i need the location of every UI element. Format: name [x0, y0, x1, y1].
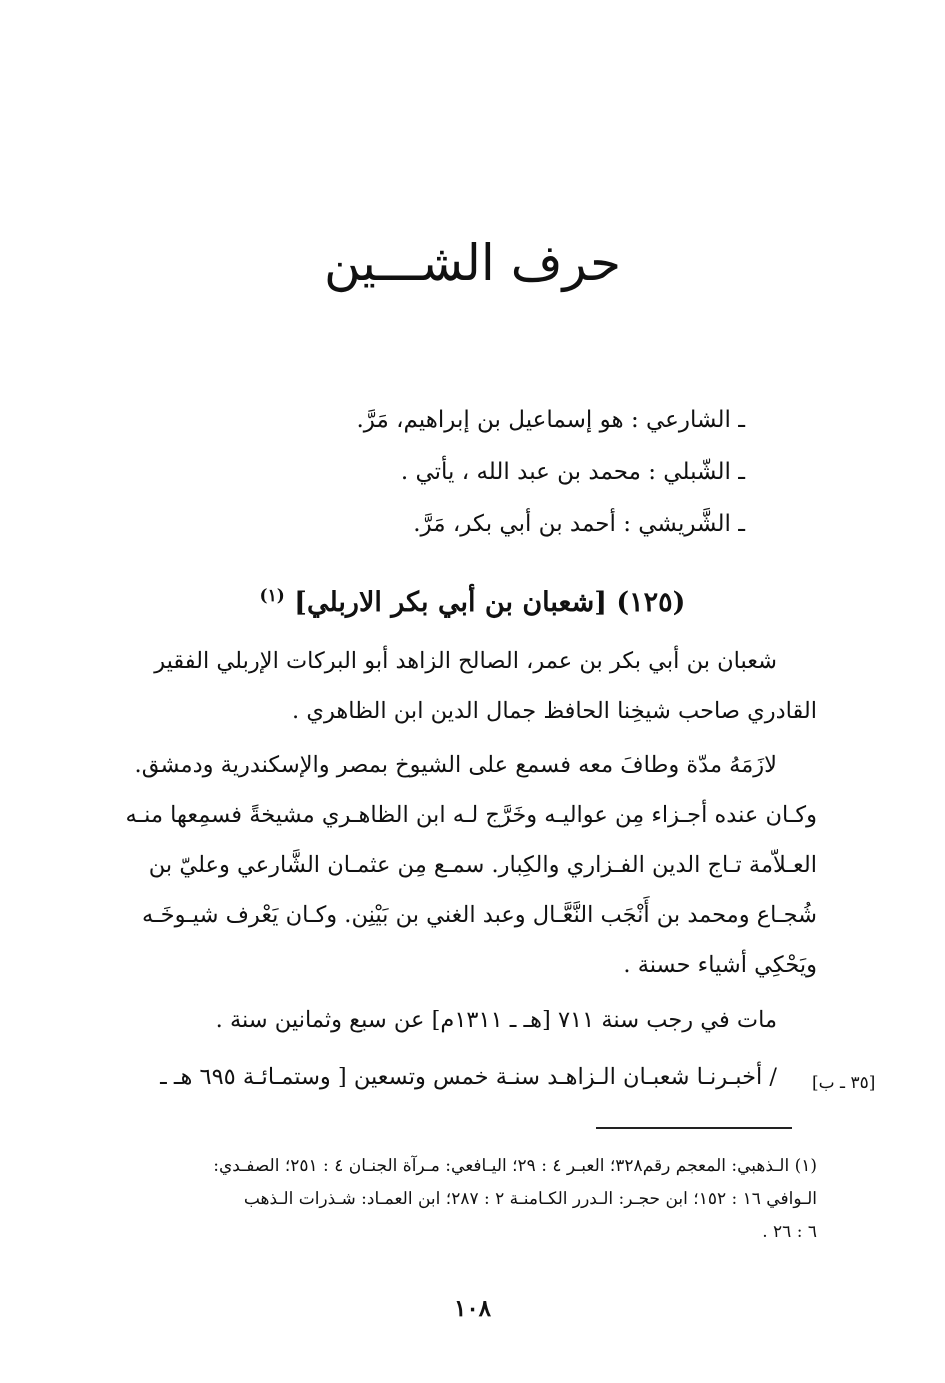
page-number: ١٠٨ [453, 1295, 492, 1322]
cross-reference-list [185, 394, 745, 550]
cross-reference-item: ـ الشارعي : هو إسماعيل بن إبراهيم، مَرَّ. [356, 407, 745, 433]
text-line: / أخبـرنـا شعبـان الـزاهـد سنـة خمس وتسعين [ وستمـائـة ٦٩٥ هـ ـ [160, 1064, 777, 1090]
text-line: لازَمَهُ مدّة وطافَ معه فسمع على الشيوخ بمصر والإسكندرية ودمشق. [134, 752, 777, 778]
footnote-marker: (١) [259, 586, 285, 606]
biography-paragraph [117, 636, 817, 736]
chapter-title: حرف الشـــين [323, 234, 622, 292]
cross-reference-item: ـ الشَّريشي : أحمد بن أبي بكر، مَرَّ. [413, 511, 745, 537]
footnote-line: الـوافي ١٦ : ١٥٢؛ ابن حجـر: الـدرر الكـامنـة ٢ : ٢٨٧؛ ابن العمـاد: شـذرات الـذهب [243, 1189, 817, 1209]
footnote-divider [596, 1127, 792, 1129]
text-line: القادري صاحب شيخِنا الحافظ جمال الدين ابن الظاهري . [292, 698, 817, 724]
text-line: شُجـاع ومحمد بن أَنْجَب النَّعَّـال وعبد الغني بن بَيْنِن. وكـان يَعْرف شيـوخَـه [142, 902, 817, 928]
footnotes [117, 1150, 817, 1249]
text-line: ويَحْكِي أشياء حسنة . [623, 952, 817, 978]
transmission-paragraph [117, 1052, 817, 1102]
entry-heading [0, 574, 945, 625]
text-line: وكـان عنده أجـزاء مِن عواليـه وخَرَّج لـه ابن الظاهـري مشيخةً فسمِعها منـه [125, 802, 817, 828]
footnote-line: ٦ : ٢٦ . [762, 1222, 817, 1242]
death-paragraph [117, 995, 817, 1045]
entry-heading-text: (١٢٥) [شعبان بن أبي بكر الاربلي] [294, 587, 686, 618]
biography-paragraph [117, 740, 817, 990]
footnote-line: (١) الـذهبي: المعجم رقم٣٢٨؛ العبـر ٤ : ٢٩؛ اليـافعي: مـرآة الجنـان ٤ : ٢٥١؛ الصفـدي: [213, 1156, 817, 1176]
text-line: العـلاّمة تـاج الدين الفـزاري والكِبار. سمـع مِن عثمـان الشَّارعي وعليّ بن [148, 852, 817, 878]
text-line: مات في رجب سنة ٧١١ [هـ ـ ١٣١١م] عن سبع وثمانين سنة . [215, 1007, 777, 1033]
cross-reference-item: ـ الشّبلي : محمد بن عبد الله ، يأتي . [400, 459, 745, 485]
manuscript-folio-note: [٣٥ ـ ب] [812, 1073, 876, 1093]
text-line: شعبان بن أبي بكر بن عمر، الصالح الزاهد أبو البركات الإربلي الفقير [154, 648, 777, 674]
